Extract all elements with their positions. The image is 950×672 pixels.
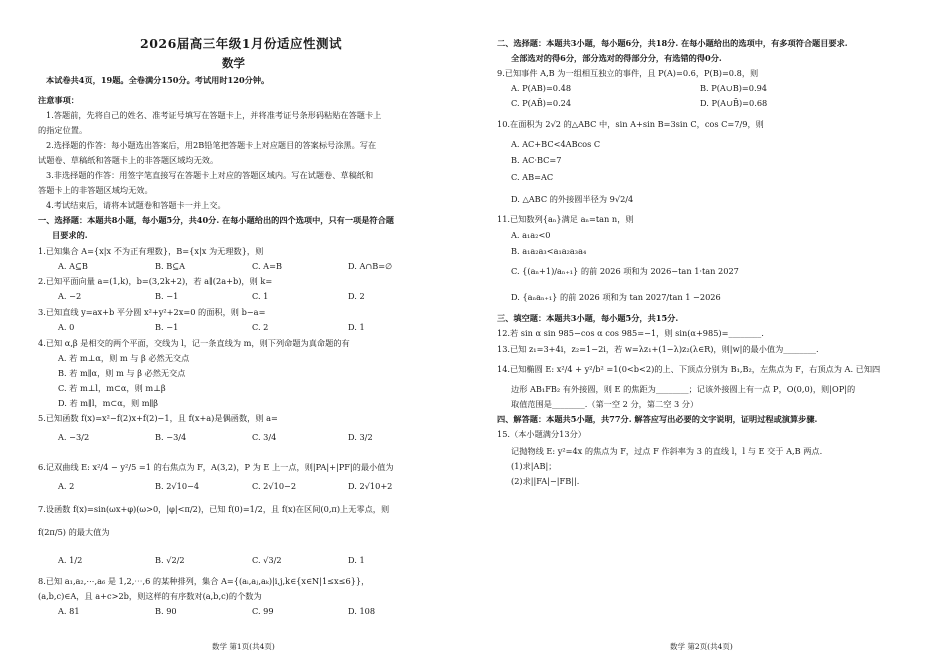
question-8: 8.已知 a₁,a₂,⋯,a₆ 是 1,2,⋯,6 的某种排列，集合 A={(aᵢ,aⱼ,aₖ)|i,j,k∈{x∈N|1≤x≤6}}， — [38, 576, 370, 586]
q6-option-a[interactable]: A. 2 — [58, 481, 75, 491]
question-14-cont: 边形 AB₁FB₂ 有外接圆，则 E 的焦距为________；记该外接圆上有一点 P，O(0,0)，则|OP|的 — [511, 384, 856, 394]
question-5: 5.已知函数 f(x)=x²−f(2)x+f(2)−1，且 f(x+a)是偶函数，则 a= — [38, 413, 278, 423]
q6-option-d[interactable]: D. 2√10+2 — [348, 481, 393, 491]
question-2: 2.已知平面向量 a=(1,k)，b=(3,2k+2)，若 a∥(2a+b)，则 k= — [38, 276, 273, 286]
question-9: 9.已知事件 A,B 为一组相互独立的事件，且 P(A)=0.6，P(B)=0.8，则 — [497, 68, 759, 78]
q11-option-b[interactable]: B. a₁a₂a₃<a₁a₂a₃a₄ — [511, 246, 587, 256]
q8-option-c[interactable]: C. 99 — [252, 606, 274, 616]
q9-option-b[interactable]: B. P(A∪B)=0.94 — [700, 83, 767, 93]
q1-option-b[interactable]: B. B⊆A — [155, 261, 186, 271]
question-1: 1.已知集合 A={x|x 不为正有理数}，B={x|x 为无理数}，则 — [38, 246, 264, 256]
q2-option-b[interactable]: B. −1 — [155, 291, 179, 301]
section-1-heading: 一、选择题：本题共8小题，每小题5分，共40分. 在每小题给出的四个选项中，只有一项是符合题 — [38, 215, 394, 225]
question-4: 4.已知 α,β 是相交的两个平面，交线为 l，记一条直线为 m，则下列命题为真命题的有 — [38, 338, 350, 348]
section-3-heading: 三、填空题：本题共3小题，每小题5分，共15分. — [497, 313, 679, 323]
q8-option-d[interactable]: D. 108 — [348, 606, 376, 616]
section-1-heading-cont: 目要求的. — [52, 230, 88, 240]
exam-intro: 本试卷共4页，19题。全卷满分150分。考试用时120分钟。 — [46, 75, 270, 85]
q3-option-a[interactable]: A. 0 — [58, 322, 75, 332]
q5-option-a[interactable]: A. −3/2 — [58, 432, 90, 442]
q11-option-d[interactable]: D. {aₙaₙ₊₁} 的前 2026 项和为 tan 2027/tan 1 −2026 — [511, 292, 721, 302]
question-14: 14.已知椭圆 E: x²/4 + y²/b² =1(0<b<2)的上、下顶点分别为 B₁,B₂，左焦点为 F，右顶点为 A. 已知四 — [497, 364, 881, 374]
page-1-footer: 数学 第1页(共4页) — [212, 642, 275, 651]
q10-option-c[interactable]: C. AB=AC — [511, 172, 554, 182]
q8-option-b[interactable]: B. 90 — [155, 606, 177, 616]
q1-option-d[interactable]: D. A∩B=∅ — [348, 261, 393, 271]
q6-option-b[interactable]: B. 2√10−4 — [155, 481, 200, 491]
question-3: 3.已知直线 y=ax+b 平分圆 x²+y²+2x=0 的面积，则 b−a= — [38, 307, 266, 317]
notice-line: 4.考试结束后，请将本试题卷和答题卡一并上交。 — [46, 200, 226, 210]
q8-option-a[interactable]: A. 81 — [58, 606, 80, 616]
q7-option-a[interactable]: A. 1/2 — [58, 555, 83, 565]
q2-option-a[interactable]: A. −2 — [58, 291, 82, 301]
notice-line: 的指定位置。 — [38, 125, 88, 135]
page-2-footer: 数学 第2页(共4页) — [670, 642, 733, 651]
question-8-cont: (a,b,c)∈A，且 a+c>2b，则这样的有序数对(a,b,c)的个数为 — [38, 591, 262, 601]
question-15-part-2: (2)求||FA|−|FB||. — [511, 476, 580, 486]
question-11: 11.已知数列{aₙ}满足 aₙ=tan n，则 — [497, 214, 634, 224]
q3-option-c[interactable]: C. 2 — [252, 322, 269, 332]
q1-option-c[interactable]: C. A=B — [252, 261, 282, 271]
q11-option-a[interactable]: A. a₁a₂<0 — [511, 230, 551, 240]
q5-option-d[interactable]: D. 3/2 — [348, 432, 373, 442]
q11-option-c[interactable]: C. {(aₙ+1)/aₙ₊₁} 的前 2026 项和为 2026−tan 1·tan 2027 — [511, 266, 739, 276]
q5-option-c[interactable]: C. 3/4 — [252, 432, 277, 442]
notice-line: 3.非选择题的作答：用签字笔直接写在答题卡上对应的答题区域内。写在试题卷、草稿纸和 — [46, 170, 374, 180]
q4-option-d[interactable]: D. 若 m∥l，m⊂α，则 m∥β — [58, 398, 159, 408]
q2-option-d[interactable]: D. 2 — [348, 291, 365, 301]
q6-option-c[interactable]: C. 2√10−2 — [252, 481, 297, 491]
question-12: 12.若 sin α sin 985−cos α cos 985=−1，则 sin(α+985)=________. — [497, 328, 764, 338]
q2-option-c[interactable]: C. 1 — [252, 291, 269, 301]
q9-option-c[interactable]: C. P(AB̄)=0.24 — [511, 98, 572, 108]
q4-option-a[interactable]: A. 若 m⊥α，则 m 与 β 必然无交点 — [58, 353, 190, 363]
question-6: 6.记双曲线 E: x²/4 − y²/5 =1 的右焦点为 F，A(3,2)，P 为 E 上一点，则|PA|+|PF|的最小值为 — [38, 462, 394, 472]
q10-option-b[interactable]: B. AC·BC=7 — [511, 155, 562, 165]
question-15-part-1: (1)求|AB|； — [511, 461, 557, 471]
q7-option-d[interactable]: D. 1 — [348, 555, 365, 565]
section-4-heading: 四、解答题：本题共5小题，共77分. 解答应写出必要的文字说明，证明过程或演算步骤. — [497, 414, 818, 424]
q10-option-d[interactable]: D. △ABC 的外接圆半径为 9√2/4 — [511, 194, 634, 204]
question-14-cont-2: 取值范围是________.（第一空 2 分，第二空 3 分） — [511, 399, 699, 409]
q4-option-c[interactable]: C. 若 m⊥l，m⊂α，则 m⊥β — [58, 383, 166, 393]
q3-option-b[interactable]: B. −1 — [155, 322, 179, 332]
notice-line: 1.答题前，先将自己的姓名、准考证号填写在答题卡上，并将准考证号条形码粘贴在答题卡上 — [46, 110, 382, 120]
q10-option-a[interactable]: A. AC+BC<4ABcos C — [511, 139, 601, 149]
q1-option-a[interactable]: A. A⊆B — [58, 261, 88, 271]
question-15-body: 记抛物线 E: y²=4x 的焦点为 F，过点 F 作斜率为 3 的直线 l，l 与 E 交于 A,B 两点. — [511, 446, 823, 456]
notice-line: 试题卷、草稿纸和答题卡上的非答题区域均无效。 — [38, 155, 219, 165]
q3-option-d[interactable]: D. 1 — [348, 322, 365, 332]
q9-option-d[interactable]: D. P(A∪B̄)=0.68 — [700, 98, 768, 108]
q7-option-c[interactable]: C. √3/2 — [252, 555, 282, 565]
question-10: 10.在面积为 2√2 的△ABC 中，sin A+sin B=3sin C，cos C=7/9，则 — [497, 119, 764, 129]
section-2-heading-cont: 全部选对的得6分，部分选对的得部分分，有选错的得0分. — [511, 53, 722, 63]
question-7-cont: f(2π/5) 的最大值为 — [38, 527, 110, 537]
exam-title: 2026届高三年级1月份适应性测试 — [140, 36, 342, 51]
question-15: 15.（本小题满分13分） — [497, 429, 586, 439]
q9-option-a[interactable]: A. P(AB)=0.48 — [511, 83, 572, 93]
q4-option-b[interactable]: B. 若 m∥α，则 m 与 β 必然无交点 — [58, 368, 186, 378]
notice-header: 注意事项： — [38, 95, 79, 105]
q5-option-b[interactable]: B. −3/4 — [155, 432, 187, 442]
q7-option-b[interactable]: B. √2/2 — [155, 555, 185, 565]
question-7: 7.设函数 f(x)=sin(ωx+φ)(ω>0，|φ|<π/2)，已知 f(0)=1/2，且 f(x)在区间(0,π)上无零点，则 — [38, 504, 390, 514]
question-13: 13.已知 z₁=3+4i，z₂=1−2i，若 w=λz₁+(1−λ)z₂(λ∈R)，则|w|的最小值为________. — [497, 344, 819, 354]
subject-title: 数学 — [222, 56, 245, 70]
notice-line: 答题卡上的非答题区域均无效。 — [38, 185, 153, 195]
section-2-heading: 二、选择题：本题共3小题，每小题6分，共18分. 在每小题给出的选项中，有多项符合题目要求. — [497, 38, 848, 48]
notice-line: 2.选择题的作答：每小题选出答案后，用2B铅笔把答题卡上对应题目的答案标号涂黑。写在 — [46, 140, 377, 150]
